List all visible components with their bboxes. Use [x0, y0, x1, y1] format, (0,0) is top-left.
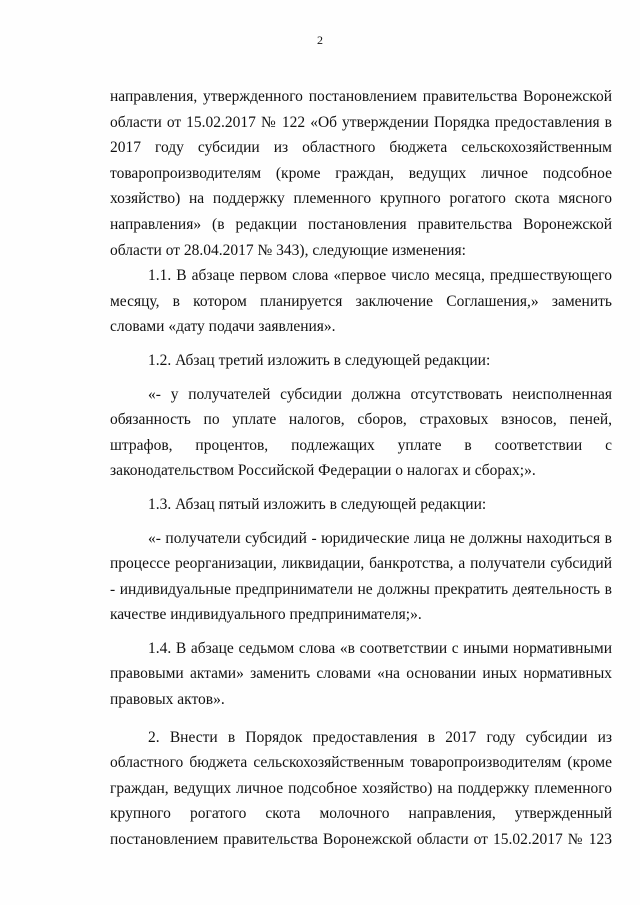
paragraph-2: 2. Внести в Порядок предоставления в 2017 году субсидии из областного бюджета сельскохозяйственным товаропроизводителям (кроме граждан, ведущих личное подсобное хозяйство) на поддержку племенного крупного рогатого скота молочного направления, утвержденный постановлением правительства Воронежской области от 15.02.2017 № 123 — [110, 728, 612, 849]
paragraph-continuation: направления, утвержденного постановлением правительства Воронежской области от 15.02.2017 № 122 «Об утверждении Порядка предоставления в 2017 году субсидии из областного бюджета сельскохозяйственным товаропроизводителям (кроме граждан, ведущих личное подсобное хозяйство) на поддержку племенного крупного рогатого скота мясного направления» (в редакции постановления правительства Воронежской области от 28.04.2017 № 343), следующие изменения: — [110, 88, 612, 259]
paragraph-1-1: 1.1. В абзаце первом слова «первое число месяца, предшествующего месяцу, в котором планируется заключение Соглашения,» заменить словами «дату подачи заявления». — [110, 267, 612, 336]
page-number: 2 — [317, 33, 323, 47]
paragraph-1-4: 1.4. В абзаце седьмом слова «в соответствии с иными нормативными правовыми актами» заменить словами «на основании иных нормативных правовых актов». — [110, 639, 612, 709]
paragraph-1-3: 1.3. Абзац пятый изложить в следующей редакции: — [148, 495, 487, 513]
paragraph-1-3-quote: «- получатели субсидий - юридические лица не должны находиться в процессе реорганизации, ликвидации, банкротства, а получатели субсидий - индивидуальные предприниматели не должны прекратить деятельность в качестве индивидуального предпринимателя;». — [110, 529, 612, 624]
paragraph-1-2-quote: «- у получателей субсидии должна отсутствовать неисполненная обязанность по уплате налогов, сборов, страховых взносов, пеней, штрафов, процентов, подлежащих уплате в соответствии с законодательством Российской Федерации о налогах и сборах;». — [110, 385, 612, 480]
paragraph-1-2: 1.2. Абзац третий изложить в следующей редакции: — [148, 351, 491, 369]
document-body — [110, 84, 612, 853]
